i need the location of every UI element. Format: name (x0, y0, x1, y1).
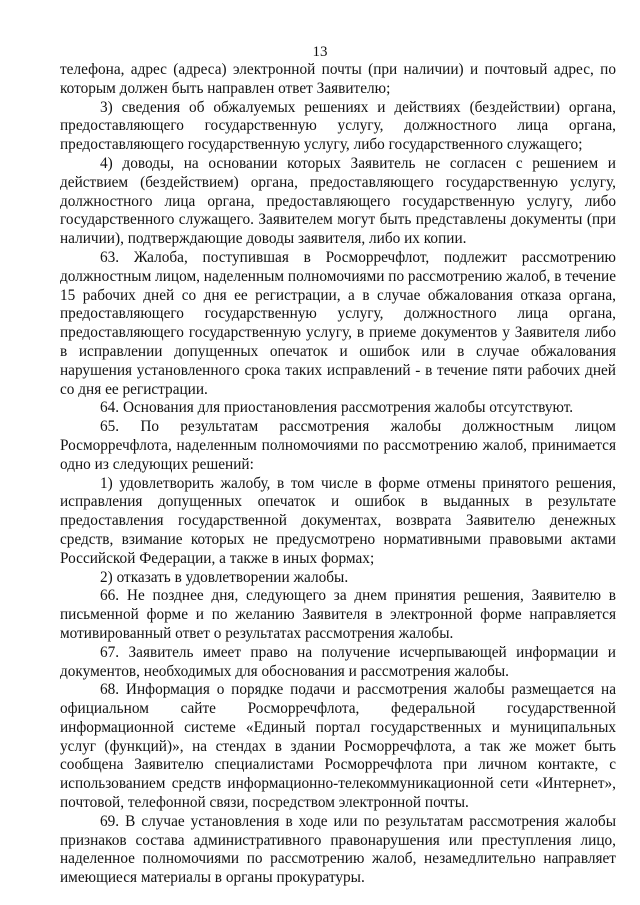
paragraph-65: 65. По результатам рассмотрения жалобы должностным лицом Росморречфлота, наделенным полномочиями по рассмотрению жалоб, принимается одно из следующих решений: (60, 418, 616, 473)
paragraph-item-4: 4) доводы, на основании которых Заявитель не согласен с решением и действием (бездействием) органа, предоставляющего государственную услугу, должностного лица органа, предоставляющего государственную услугу, либо государственного служащего. Заявителем могут быть представлены документы (при наличии), подтверждающие доводы заявителя, либо их копии. (60, 154, 616, 248)
paragraph-67: 67. Заявитель имеет право на получение исчерпывающей информации и документов, необходимых для обоснования и рассмотрения жалобы. (60, 643, 616, 680)
page-number: 13 (312, 44, 328, 60)
paragraph-continuation: телефона, адрес (адреса) электронной почты (при наличии) и почтовый адрес, по которым должен быть направлен ответ Заявителю; (60, 61, 616, 97)
paragraph-68: 68. Информация о порядке подачи и рассмотрения жалобы размещается на официальном сайте Росморречфлота, федеральной государственной информационной системе «Единый портал государственных и муниципальных услуг (функций)», на стендах в здании Росморречфлота, а так же может быть сообщена Заявителю специалистами Росморречфлота при личном контакте, с использованием средств информационно-телекоммуникационной сети «Интернет», почтовой, телефонной связи, посредством электронной почты. (60, 681, 616, 812)
paragraph-65-item-1: 1) удовлетворить жалобу, в том числе в форме отмены принятого решения, исправления допущенных опечаток и ошибок в выданных в результате предоставления государственной документах, возврата Заявителю денежных средств, взимание которых не предусмотрено нормативными правовыми актами Российской Федерации, а также в иных формах; (60, 474, 616, 567)
document-body (60, 61, 616, 888)
paragraph-63: 63. Жалоба, поступившая в Росморречфлот, подлежит рассмотрению должностным лицом, наделенным полномочиями по рассмотрению жалоб, в течение 15 рабочих дней со дня ее регистрации, а в случае обжалования отказа органа, предоставляющего государственную услугу, должностного лица органа, предоставляющего государственную услугу, в приеме документов у Заявителя либо в исправлении допущенных опечаток и ошибок или в случае обжалования нарушения установленного срока таких исправлений - в течение пяти рабочих дней со дня ее регистрации. (60, 248, 616, 398)
paragraph-66: 66. Не позднее дня, следующего за днем принятия решения, Заявителю в письменной форме и по желанию Заявителя в электронной форме направляется мотивированный ответ о результатах рассмотрения жалобы. (60, 587, 616, 642)
paragraph-item-3: 3) сведения об обжалуемых решениях и действиях (бездействии) органа, предоставляющего государственную услугу, должностного лица органа, предоставляющего государственную услугу, либо государственного служащего; (60, 98, 616, 154)
paragraph-64: 64. Основания для приостановления рассмотрения жалобы отсутствуют. (100, 399, 574, 417)
paragraph-65-item-2: 2) отказать в удовлетворении жалобы. (100, 568, 349, 586)
paragraph-69: 69. В случае установления в ходе или по результатам рассмотрения жалобы признаков состава административного правонарушения или преступления лицо, наделенное полномочиями по рассмотрению жалоб, незамедлительно направляет имеющиеся материалы в органы прокуратуры. (60, 812, 616, 887)
